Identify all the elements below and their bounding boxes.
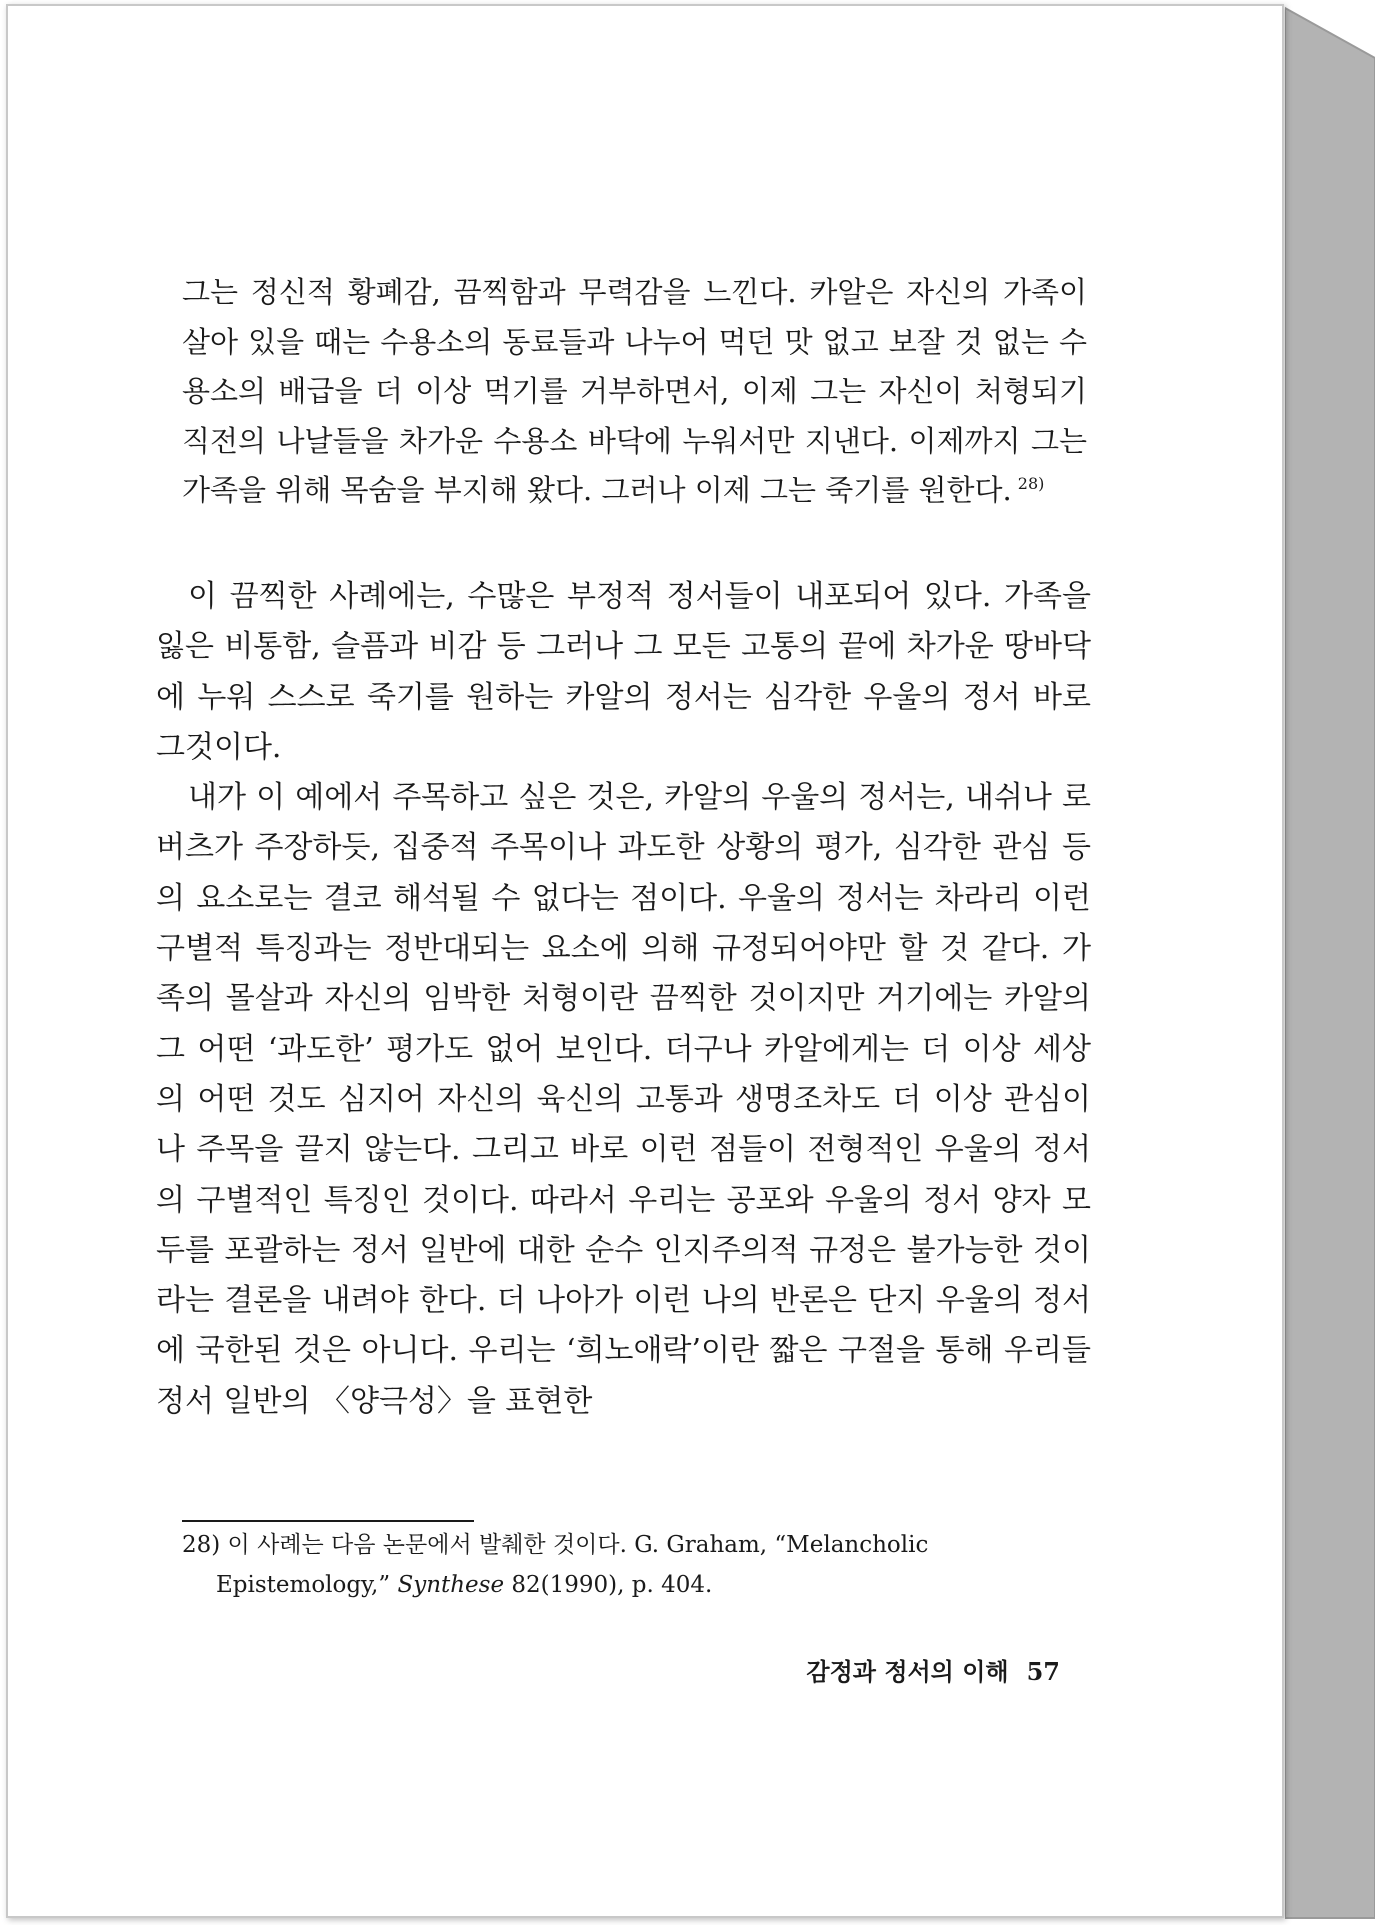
footnote-reference: 28): [1017, 474, 1045, 494]
footnote-separator: [182, 1520, 474, 1522]
footnote-line-2-suffix: 82(1990), p. 404.: [504, 1572, 713, 1598]
footnote-journal: Synthese: [397, 1572, 505, 1598]
body-text: [156, 572, 1091, 1427]
block-quote: [182, 268, 1087, 516]
book-spine-edge: [1285, 0, 1375, 1925]
page-number: 57: [1026, 1657, 1060, 1686]
quote-text: 그는 정신적 황폐감, 끔찍함과 무력감을 느낀다. 카알은 자신의 가족이 살아 있을 때는 수용소의 동료들과 나누어 먹던 맛 없고 보잘 것 없는 수용소의 배급을 더 이상 먹기를 거부하면서, 이제 그는 자신이 처형되기 직전의 나날들을 차가운 수용소 바닥에 누워서만 지낸다. 이제까지 그는 가족을 위해 목숨을 부지해 왔다. 그러나 이제 그는 죽기를 원한다.: [182, 275, 1087, 507]
paragraph-2: 내가 이 예에서 주목하고 싶은 것은, 카알의 우울의 정서는, 내쉬나 로버츠가 주장하듯, 집중적 주목이나 과도한 상황의 평가, 심각한 관심 등의 요소로는 결코 해석될 수 없다는 점이다. 우울의 정서는 차라리 이런 구별적 특징과는 정반대되는 요소에 의해 규정되어야만 할 것 같다. 가족의 몰살과 자신의 임박한 처형이란 끔찍한 것이지만 거기에는 카알의 그 어떤 ‘과도한’ 평가도 없어 보인다. 더구나 카알에게는 더 이상 세상의 어떤 것도 심지어 자신의 육신의 고통과 생명조차도 더 이상 관심이나 주목을 끌지 않는다. 그리고 바로 이런 점들이 전형적인 우울의 정서의 구별적인 특징인 것이다. 따라서 우리는 공포와 우울의 정서 양자 모두를 포괄하는 정서 일반에 대한 순수 인지주의적 규정은 불가능한 것이라는 결론을 내려야 한다. 더 나아가 이런 나의 반론은 단지 우울의 정서에 국한된 것은 아니다. 우리는 ‘희노애락’이란 짧은 구절을 통해 우리들 정서 일반의 〈양극성〉을 표현한: [156, 780, 1091, 1419]
paragraph-1: 이 끔찍한 사례에는, 수많은 부정적 정서들이 내포되어 있다. 가족을 잃은 비통함, 슬픔과 비감 등 그러나 그 모든 고통의 끝에 차가운 땅바닥에 누워 스스로 죽기를 원하는 카알의 정서는 심각한 우울의 정서 바로 그것이다.: [156, 579, 1091, 765]
footnote-line-1: 28) 이 사례는 다음 논문에서 발췌한 것이다. G. Graham, “Melancholic: [182, 1532, 929, 1558]
footer-title: 감정과 정서의 이해: [806, 1657, 1009, 1686]
footnote: [182, 1525, 1087, 1605]
footnote-line-2: [182, 1565, 1087, 1605]
running-footer: [740, 1652, 1060, 1687]
footnote-line-2-prefix: Epistemology,”: [216, 1572, 398, 1598]
